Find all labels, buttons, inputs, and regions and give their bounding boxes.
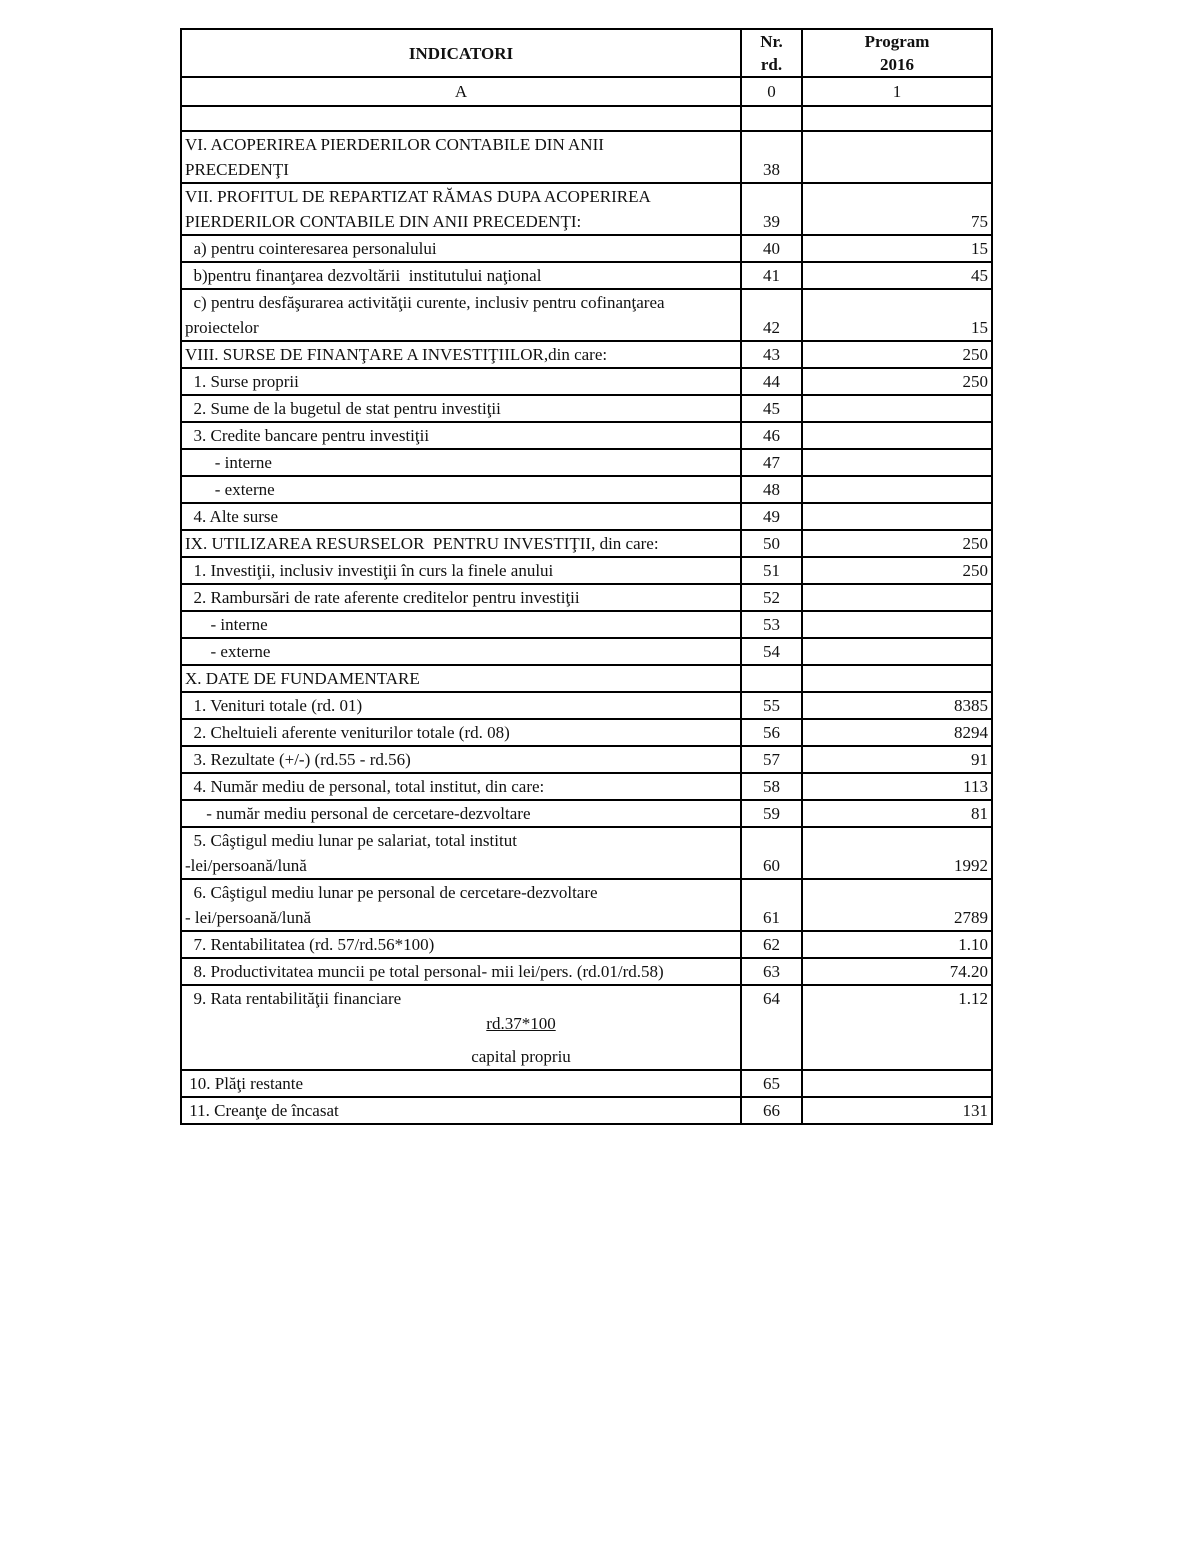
table-row	[181, 395, 992, 422]
header-program-line1: Program	[864, 32, 930, 51]
row-number: 42	[741, 289, 802, 341]
column-index-1: 1	[802, 77, 992, 106]
program-value	[802, 131, 992, 183]
table-row	[181, 1097, 992, 1124]
table-row	[181, 931, 992, 958]
program-value: 8385	[802, 692, 992, 719]
program-value: 113	[802, 773, 992, 800]
program-value	[802, 503, 992, 530]
table-row	[181, 557, 992, 584]
table-row	[181, 638, 992, 665]
program-value	[802, 1070, 992, 1097]
header-nr-line2: rd.	[760, 55, 783, 74]
indicator-label: 2. Sume de la bugetul de stat pentru investiţii	[181, 395, 741, 422]
program-value: 74.20	[802, 958, 992, 985]
indicator-label: a) pentru cointeresarea personalului	[181, 235, 741, 262]
rate-fraction	[185, 1011, 737, 1069]
table-row	[181, 235, 992, 262]
indicator-label: b)pentru finanţarea dezvoltării institutului naţional	[181, 262, 741, 289]
indicator-label: 3. Credite bancare pentru investiţii	[181, 422, 741, 449]
indicator-label: VIII. SURSE DE FINANŢARE A INVESTIŢIILOR,din care:	[181, 341, 741, 368]
indicator-label: 1. Surse proprii	[181, 368, 741, 395]
program-value: 2789	[802, 879, 992, 931]
header-nr-line1: Nr.	[760, 32, 783, 51]
table-header-row	[181, 29, 992, 77]
program-value	[802, 638, 992, 665]
table-row	[181, 985, 992, 1070]
header-indicators: INDICATORI	[181, 29, 741, 77]
row-number: 38	[741, 131, 802, 183]
row-number: 53	[741, 611, 802, 638]
indicator-label: VI. ACOPERIREA PIERDERILOR CONTABILE DIN ANII PRECEDENŢI	[181, 131, 741, 183]
table-row	[181, 1070, 992, 1097]
row-number: 59	[741, 800, 802, 827]
table-row	[181, 183, 992, 235]
indicator-label: 6. Câştigul mediu lunar pe personal de cercetare-dezvoltare - lei/persoană/lună	[181, 879, 741, 931]
program-value: 1992	[802, 827, 992, 879]
indicator-label-rate	[181, 985, 741, 1070]
budget-indicators-table	[180, 28, 993, 1125]
row-number: 41	[741, 262, 802, 289]
program-value	[802, 584, 992, 611]
row-number: 55	[741, 692, 802, 719]
indicator-label: 7. Rentabilitatea (rd. 57/rd.56*100)	[181, 931, 741, 958]
row-number: 51	[741, 557, 802, 584]
row-number: 44	[741, 368, 802, 395]
row-number: 64	[741, 985, 802, 1070]
indicator-label: - interne	[181, 449, 741, 476]
indicator-label: 4. Număr mediu de personal, total institut, din care:	[181, 773, 741, 800]
indicator-label: 1. Investiţii, inclusiv investiţii în curs la finele anului	[181, 557, 741, 584]
row-number: 65	[741, 1070, 802, 1097]
program-value: 8294	[802, 719, 992, 746]
row-number: 57	[741, 746, 802, 773]
indicator-label: X. DATE DE FUNDAMENTARE	[181, 665, 741, 692]
program-value	[802, 395, 992, 422]
program-value: 91	[802, 746, 992, 773]
indicator-label: - externe	[181, 638, 741, 665]
table-row	[181, 449, 992, 476]
row-number: 56	[741, 719, 802, 746]
indicator-label: - externe	[181, 476, 741, 503]
program-value: 45	[802, 262, 992, 289]
indicator-label: 2. Rambursări de rate aferente creditelor pentru investiţii	[181, 584, 741, 611]
row-number: 49	[741, 503, 802, 530]
table-row	[181, 131, 992, 183]
table-row	[181, 611, 992, 638]
indicator-label: 5. Câştigul mediu lunar pe salariat, total institut -lei/persoană/lună	[181, 827, 741, 879]
program-value: 15	[802, 235, 992, 262]
table-row	[181, 958, 992, 985]
row-number: 61	[741, 879, 802, 931]
row-number: 46	[741, 422, 802, 449]
row-number: 58	[741, 773, 802, 800]
column-index-row	[181, 77, 992, 106]
program-value: 15	[802, 289, 992, 341]
indicator-label: 10. Plăţi restante	[181, 1070, 741, 1097]
row-number: 40	[741, 235, 802, 262]
indicator-label: IX. UTILIZAREA RESURSELOR PENTRU INVESTIŢII, din care:	[181, 530, 741, 557]
row-number	[741, 665, 802, 692]
table-row	[181, 773, 992, 800]
rate-denominator: capital propriu	[471, 1047, 571, 1066]
program-value: 250	[802, 341, 992, 368]
rate-numerator: rd.37*100	[486, 1014, 556, 1033]
indicator-label: - interne	[181, 611, 741, 638]
indicator-label: VII. PROFITUL DE REPARTIZAT RĂMAS DUPA ACOPERIREA PIERDERILOR CONTABILE DIN ANII PRECEDENŢI:	[181, 183, 741, 235]
program-value: 1.12	[802, 985, 992, 1070]
row-number: 48	[741, 476, 802, 503]
table-row	[181, 800, 992, 827]
row-number: 60	[741, 827, 802, 879]
table-row	[181, 665, 992, 692]
indicator-label: 8. Productivitatea muncii pe total personal- mii lei/pers. (rd.01/rd.58)	[181, 958, 741, 985]
program-value: 250	[802, 557, 992, 584]
program-value: 250	[802, 368, 992, 395]
header-program	[802, 29, 992, 77]
program-value	[802, 476, 992, 503]
program-value	[802, 611, 992, 638]
indicator-label: c) pentru desfăşurarea activităţii curente, inclusiv pentru cofinanţarea proiectelor	[181, 289, 741, 341]
row-number: 62	[741, 931, 802, 958]
row-number: 43	[741, 341, 802, 368]
indicator-label: 1. Venituri totale (rd. 01)	[181, 692, 741, 719]
program-value: 81	[802, 800, 992, 827]
row-number: 54	[741, 638, 802, 665]
table-row	[181, 368, 992, 395]
program-value: 75	[802, 183, 992, 235]
row-number: 52	[741, 584, 802, 611]
column-index-a: A	[181, 77, 741, 106]
table-row	[181, 530, 992, 557]
program-value: 250	[802, 530, 992, 557]
row-number: 39	[741, 183, 802, 235]
row-number: 66	[741, 1097, 802, 1124]
row-number: 45	[741, 395, 802, 422]
table-row	[181, 503, 992, 530]
table-row	[181, 341, 992, 368]
table-row	[181, 476, 992, 503]
header-row-number	[741, 29, 802, 77]
indicator-label: 11. Creanţe de încasat	[181, 1097, 741, 1124]
program-value	[802, 449, 992, 476]
table-row	[181, 719, 992, 746]
spacer-row	[181, 106, 992, 131]
table-row	[181, 827, 992, 879]
program-value: 131	[802, 1097, 992, 1124]
table-row	[181, 422, 992, 449]
column-index-0: 0	[741, 77, 802, 106]
rate-label: 9. Rata rentabilităţii financiare	[185, 989, 402, 1008]
table-row	[181, 584, 992, 611]
indicator-label: 2. Cheltuieli aferente veniturilor totale (rd. 08)	[181, 719, 741, 746]
table-row	[181, 262, 992, 289]
row-number: 50	[741, 530, 802, 557]
table-row	[181, 746, 992, 773]
program-value	[802, 665, 992, 692]
header-program-line2: 2016	[880, 55, 914, 74]
table-row	[181, 692, 992, 719]
indicator-label: - număr mediu personal de cercetare-dezvoltare	[181, 800, 741, 827]
program-value	[802, 422, 992, 449]
row-number: 47	[741, 449, 802, 476]
table-row	[181, 879, 992, 931]
indicator-label: 3. Rezultate (+/-) (rd.55 - rd.56)	[181, 746, 741, 773]
row-number: 63	[741, 958, 802, 985]
program-value: 1.10	[802, 931, 992, 958]
table-row	[181, 289, 992, 341]
indicator-label: 4. Alte surse	[181, 503, 741, 530]
